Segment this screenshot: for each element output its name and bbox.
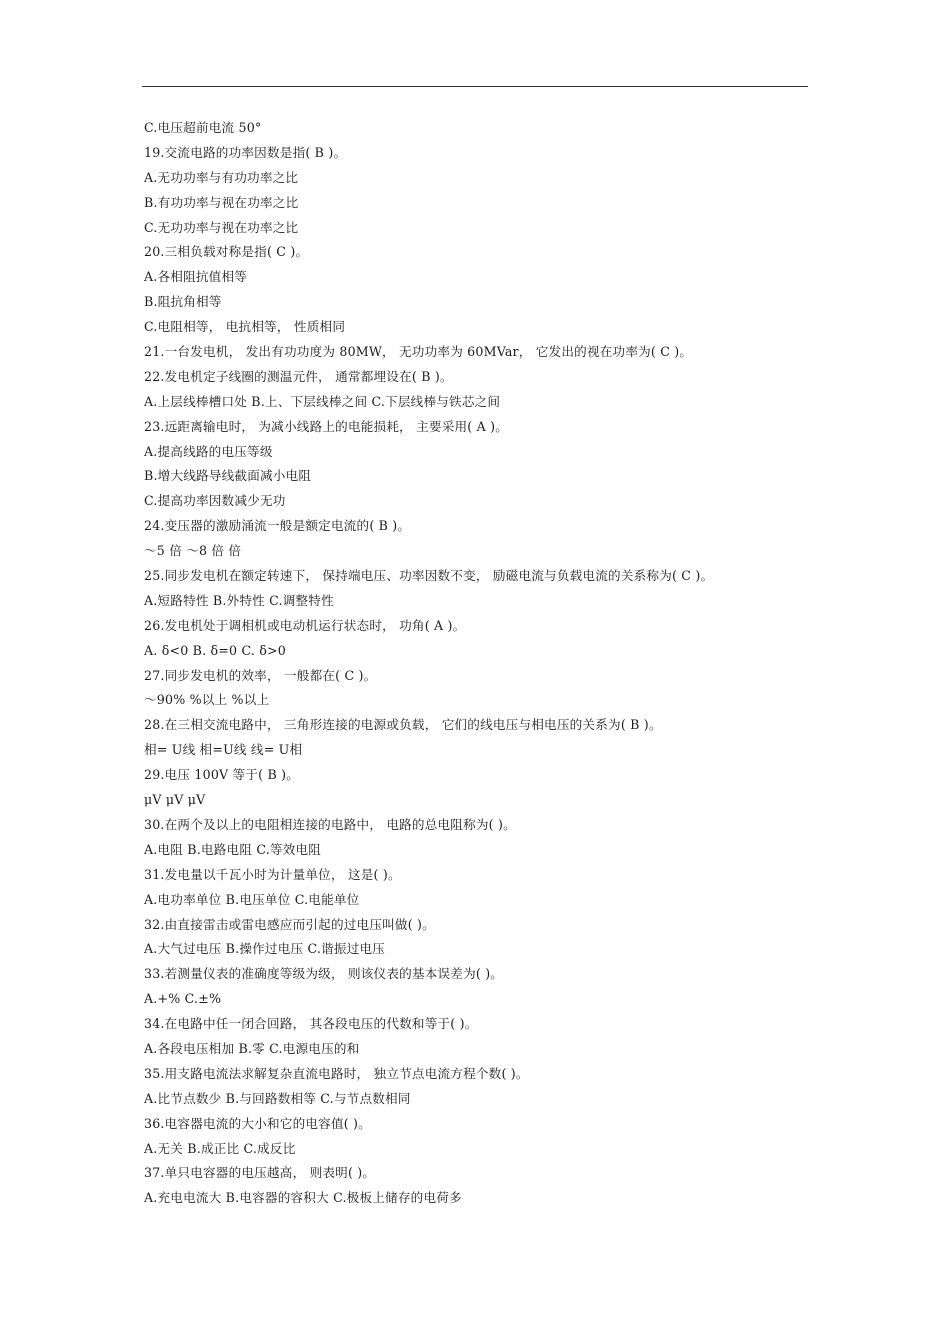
question-line: 22.发电机定子线圈的测温元件， 通常都埋设在( B )。 <box>144 368 453 384</box>
question-line: 23.远距离输电时， 为减小线路上的电能损耗， 主要采用( A )。 <box>144 418 509 434</box>
question-line: 35.用支路电流法求解复杂直流电路时， 独立节点电流方程个数( )。 <box>144 1065 529 1081</box>
option-line: A.无功功率与有功功率之比 <box>144 169 299 185</box>
option-line: A.比节点数少 B.与回路数相等 C.与节点数相同 <box>144 1090 411 1106</box>
option-line: A.电功率单位 B.电压单位 C.电能单位 <box>144 891 360 907</box>
option-line: A.提高线路的电压等级 <box>144 443 273 459</box>
header-rule <box>142 86 808 87</box>
option-line: A.各相阻抗值相等 <box>144 269 248 285</box>
question-line: 34.在电路中任一闭合回路， 其各段电压的代数和等于( )。 <box>144 1016 478 1032</box>
option-line: ～90% %以上 %以上 <box>144 692 270 708</box>
option-line: B.有功功率与视在功率之比 <box>144 194 299 210</box>
option-line: A.无关 B.成正比 C.成反比 <box>144 1140 296 1156</box>
option-line: A.短路特性 B.外特性 C.调整特性 <box>144 592 334 608</box>
option-line: μV μV μV <box>144 792 206 808</box>
option-line: C.电阻相等， 电抗相等， 性质相同 <box>144 319 346 335</box>
question-line: 21.一台发电机， 发出有功功度为 80MW， 无功功率为 60MVar， 它发出的视在功率为( C )。 <box>144 344 693 360</box>
question-line: 37.单只电容器的电压越高， 则表明( )。 <box>144 1165 376 1181</box>
text-line: C.电压超前电流 50° <box>144 120 262 135</box>
option-line: A.各段电压相加 B.零 C.电源电压的和 <box>144 1040 360 1056</box>
option-line: C.无功功率与视在功率之比 <box>144 219 299 235</box>
option-line: ～5 倍 ～8 倍 倍 <box>144 543 242 559</box>
question-line: 25.同步发电机在额定转速下， 保持端电压、功率因数不变， 励磁电流与负载电流的关系称为( C )。 <box>144 568 714 584</box>
option-line: A.电阻 B.电路电阻 C.等效电阻 <box>144 841 322 857</box>
question-line: 24.变压器的激励涌流一般是额定电流的( B )。 <box>144 518 411 534</box>
question-line: 29.电压 100V 等于( B )。 <box>144 767 300 783</box>
question-line: 36.电容器电流的大小和它的电容值( )。 <box>144 1115 371 1131</box>
question-line: 27.同步发电机的效率， 一般都在( C )。 <box>144 667 377 683</box>
option-line: B.增大线路导线截面减小电阻 <box>144 468 312 484</box>
option-line: A.大气过电压 B.操作过电压 C.谐振过电压 <box>144 941 386 957</box>
question-line: 26.发电机处于调相机或电动机运行状态时， 功角( A )。 <box>144 617 466 633</box>
option-line: A.充电电流大 B.电容器的容积大 C.极板上储存的电荷多 <box>144 1190 462 1206</box>
question-line: 20.三相负载对称是指( C )。 <box>144 244 309 260</box>
option-line: A.+% C.±% <box>144 991 222 1007</box>
question-line: 30.在两个及以上的电阻相连接的电路中， 电路的总电阻称为( )。 <box>144 816 516 832</box>
option-line: A.上层线棒槽口处 B.上、下层线棒之间 C.下层线棒与铁芯之间 <box>144 393 501 409</box>
option-line: 相= U线 相=U线 线= U相 <box>144 742 303 758</box>
question-line: 28.在三相交流电路中， 三角形连接的电源或负载， 它们的线电压与相电压的关系为( B )。 <box>144 717 662 733</box>
question-line: 31.发电量以千瓦小时为计量单位， 这是( )。 <box>144 866 401 882</box>
document-body <box>144 116 824 1211</box>
question-line: 33.若测量仪表的准确度等级为级， 则该仪表的基本误差为( )。 <box>144 966 504 982</box>
option-line: C.提高功率因数减少无功 <box>144 493 286 509</box>
option-line: A. δ<0 B. δ=0 C. δ>0 <box>144 642 287 658</box>
question-line: 32.由直接雷击或雷电感应而引起的过电压叫做( )。 <box>144 916 435 932</box>
question-line: 19.交流电路的功率因数是指( B )。 <box>144 144 347 160</box>
option-line: B.阻抗角相等 <box>144 294 222 310</box>
